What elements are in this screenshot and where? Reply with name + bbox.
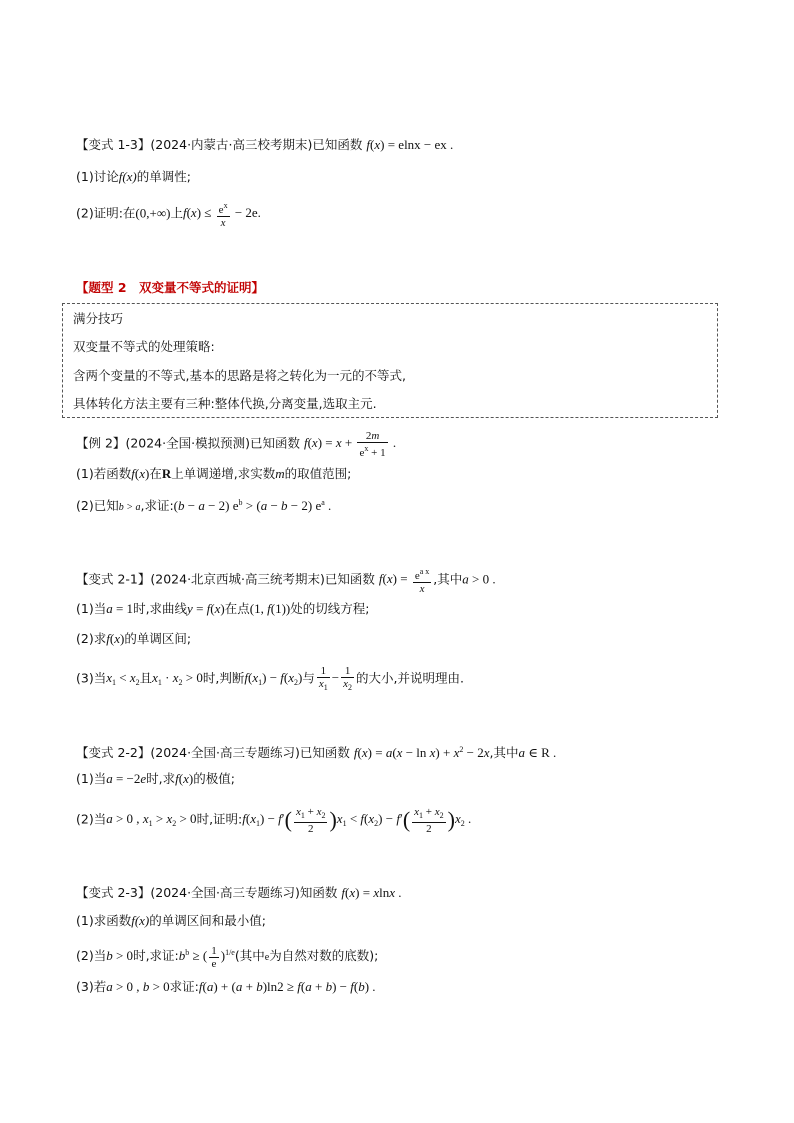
formula: a > 0 . — [462, 571, 496, 587]
part-text: 上 — [170, 205, 183, 221]
part-label: (1)当 — [76, 601, 107, 616]
formula: f(x) ≤ $\frac{e^x}{x}$ − 2e. — [182, 201, 261, 229]
formula: f(x) — [131, 466, 150, 481]
part-text: 求证: — [169, 979, 199, 994]
part-text: 的极值; — [193, 771, 235, 786]
formula: f(x) = elnx − ex . — [366, 137, 454, 152]
formula: a = 1 — [106, 601, 134, 616]
variant-2-2-head: 【变式 2-2】 — [76, 745, 151, 760]
formula: (b − a − 2) $e^b > (a - b - 2)$ $e^a$ . — [173, 498, 332, 513]
variant-2-1-part-2 — [76, 630, 191, 648]
variant-2-2-part-1 — [76, 770, 235, 788]
part-label: (1)讨论 — [76, 169, 119, 184]
variant-1-3-line — [76, 136, 453, 154]
formula: b > 0 — [106, 948, 134, 963]
formula: $f(x_1) - f(x_2)$ — [244, 670, 303, 688]
part-text: 的单调性; — [136, 169, 191, 184]
part-label: (1)若函数 — [76, 466, 132, 481]
variant-2-1-line — [76, 566, 496, 595]
formula: $\frac{1}{x_1}$ − $\frac{1}{x_2}$ — [318, 665, 353, 692]
formula: e — [264, 952, 270, 963]
formula: f(x) = xlnx . — [341, 885, 402, 900]
variant-1-3-part-1 — [76, 168, 191, 186]
tips-line: 含两个变量的不等式,基本的思路是将之转化为一元的不等式, — [73, 368, 406, 383]
part-text: 在 — [149, 466, 162, 481]
formula: a > 0 , $x_1 > x_2 > 0$ — [106, 811, 197, 829]
part-text: 时,判断 — [202, 670, 245, 686]
part-label: (1)求函数 — [76, 913, 132, 928]
formula: f(a) + (a + b)ln2 ≥ f(a + b) − f(b) . — [198, 979, 376, 994]
part-text: 时,证明: — [196, 811, 243, 827]
formula: f(x) — [106, 631, 125, 646]
formula: R — [161, 466, 172, 481]
formula: f(x) — [131, 913, 150, 928]
formula: a > 0 , b > 0 — [106, 979, 170, 994]
tips-line: 具体转化方法主要有三种:整体代换,分离变量,选取主元. — [73, 396, 377, 411]
part-text: 在点 — [224, 601, 250, 616]
variant-2-3-part-3 — [76, 978, 376, 996]
variant-2-1-part-1 — [76, 600, 369, 618]
formula: f(x) — [118, 169, 137, 184]
formula: f(x) — [175, 771, 194, 786]
part-text: (其中 — [234, 948, 265, 963]
variant-2-3-part-2 — [76, 944, 378, 970]
part-text: 为自然对数的底数); — [269, 948, 379, 963]
variant-2-1-source: (2024·北京西城·高三统考期末)已知函数 — [150, 571, 375, 587]
formula: b > a — [118, 502, 141, 513]
variant-2-3-line — [76, 884, 402, 902]
variant-2-3-source: (2024·全国·高三专题练习)知函数 — [150, 885, 338, 900]
example-2-line — [76, 430, 396, 459]
formula: $x_1 < x_2$ — [106, 670, 140, 688]
variant-1-3-part-2 — [76, 200, 261, 229]
variant-1-3-head: 【变式 1-3】 — [76, 137, 151, 152]
formula: $b^b$ ≥ ( $\frac{1}{e}$ )$^{1/e}$ — [178, 944, 235, 970]
variant-2-2-text: ,其中 — [489, 745, 519, 760]
formula: f(x) = x + $\frac{2m}{e^x + 1}$ . — [303, 430, 397, 459]
part-text: 的单调区间; — [124, 631, 192, 646]
formula: $f(x) = a(x - \ln x) + x^2 - 2x$ — [353, 745, 490, 760]
part-label: (2)证明:在 — [76, 205, 136, 221]
part-text: 与 — [302, 670, 315, 686]
variant-2-2-part-2 — [76, 806, 471, 835]
example-2-part-1 — [76, 465, 351, 483]
part-text: 的大小,并说明理由. — [356, 670, 464, 686]
part-label: (1)当 — [76, 771, 107, 786]
part-text: 处的切线方程; — [290, 601, 370, 616]
part-label: (2)当 — [76, 811, 107, 827]
formula: y = f(x) — [187, 601, 225, 616]
part-label: (3)当 — [76, 670, 107, 686]
part-text: 的取值范围; — [284, 466, 352, 481]
example-2-part-2 — [76, 494, 331, 517]
variant-2-3-part-1 — [76, 912, 266, 930]
tips-line: 双变量不等式的处理策略: — [73, 339, 215, 354]
part-text: 上单调递增,求实数 — [171, 466, 276, 481]
formula: a = −2e — [106, 771, 147, 786]
part-label: (3)若 — [76, 979, 107, 994]
formula: f(x) = $\frac{e^{a x}}{x}$ — [378, 567, 430, 595]
example-2-head: 【例 2】 — [76, 435, 126, 451]
part-label: (2)当 — [76, 948, 107, 963]
variant-2-1-part-3 — [76, 665, 464, 694]
variant-2-1-text: ,其中 — [433, 571, 463, 587]
tips-box — [62, 303, 718, 418]
part-text: 的单调区间和最小值; — [149, 913, 266, 928]
part-text: 时,求 — [146, 771, 176, 786]
part-text: ,求证: — [140, 498, 174, 513]
formula: a ∈ R . — [518, 745, 557, 760]
formula: m — [275, 466, 285, 481]
variant-2-2-line — [76, 741, 556, 762]
part-text: 时,求证: — [133, 948, 179, 963]
formula: (0,+∞) — [135, 205, 171, 221]
part-label: (2)求 — [76, 631, 107, 646]
part-text: 且 — [139, 670, 153, 686]
section-heading: 【题型 2 双变量不等式的证明】 — [76, 280, 265, 295]
formula: $f(x_1) - f'$( $\frac{x_1 + x_2}{2}$ )$x_1 < f(x_2) - f'$( $\frac{x_1 + x_2}{2}$ )$x_2$ . — [242, 806, 472, 835]
variant-2-1-head: 【变式 2-1】 — [76, 571, 151, 587]
variant-2-2-source: (2024·全国·高三专题练习)已知函数 — [150, 745, 350, 760]
part-text: 时,求曲线 — [133, 601, 188, 616]
formula: $x_1 \cdot x_2 > 0$ — [152, 670, 203, 688]
variant-1-3-source: (2024·内蒙古·高三校考期末)已知函数 — [150, 137, 363, 152]
formula: (1, f(1)) — [249, 601, 291, 616]
tips-title: 满分技巧 — [73, 311, 124, 326]
part-label: (2)已知 — [76, 498, 119, 513]
example-2-source: (2024·全国·模拟预测)已知函数 — [125, 435, 300, 451]
variant-2-3-head: 【变式 2-3】 — [76, 885, 151, 900]
